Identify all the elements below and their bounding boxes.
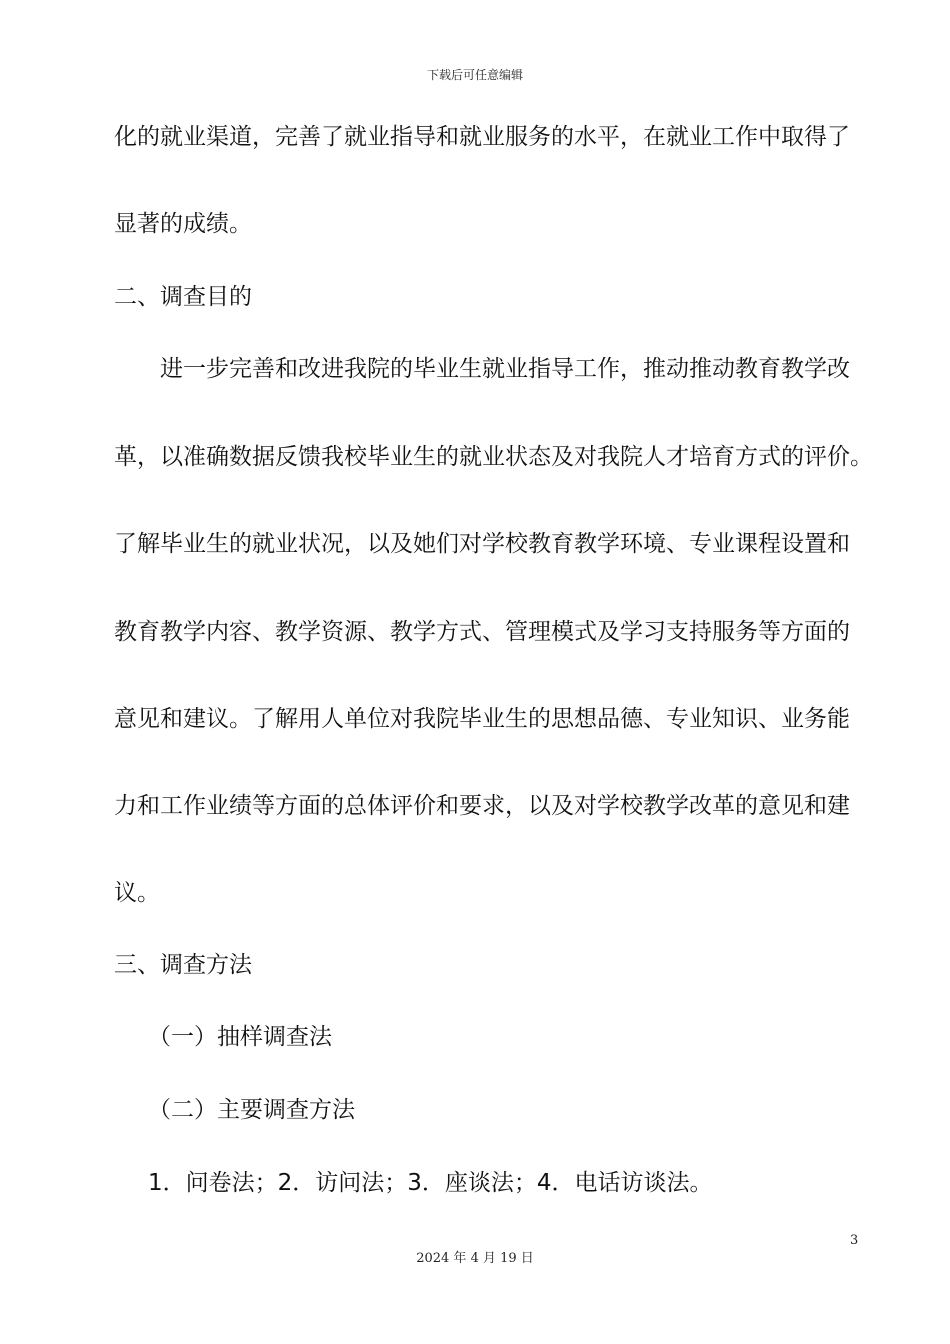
page-header: 下载后可任意编辑	[426, 68, 523, 82]
body-line: 化的就业渠道，完善了就业指导和就业服务的水平，在就业工作中取得了	[114, 124, 850, 150]
body-line: 革，以准确数据反馈我校毕业生的就业状态及对我院人才培育方式的评价。	[114, 444, 873, 470]
subsection-heading: （二）主要调查方法	[148, 1097, 355, 1123]
body-line: 力和工作业绩等方面的总体评价和要求，以及对学校教学改革的意见和建	[114, 793, 850, 819]
body-line: 了解毕业生的就业状况，以及她们对学校教育教学环境、专业课程设置和	[114, 531, 850, 557]
body-line: 教育教学内容、教学资源、教学方式、管理模式及学习支持服务等方面的	[114, 619, 850, 645]
section-heading: 三、调查方法	[114, 952, 252, 978]
body-line: 显著的成绩。	[114, 211, 252, 237]
body-line: 意见和建议。了解用人单位对我院毕业生的思想品德、专业知识、业务能	[114, 706, 850, 732]
method-list: 1．问卷法；2．访问法；3．座谈法；4．电话访谈法。	[148, 1170, 713, 1196]
body-line: 议。	[114, 880, 160, 906]
subsection-heading: （一）抽样调查法	[148, 1024, 332, 1050]
footer-date: 2024 年 4 月 19 日	[416, 1251, 534, 1266]
page-number: 3	[850, 1233, 859, 1248]
body-line: 进一步完善和改进我院的毕业生就业指导工作，推动推动教育教学改	[160, 356, 850, 382]
section-heading: 二、调查目的	[114, 284, 252, 310]
